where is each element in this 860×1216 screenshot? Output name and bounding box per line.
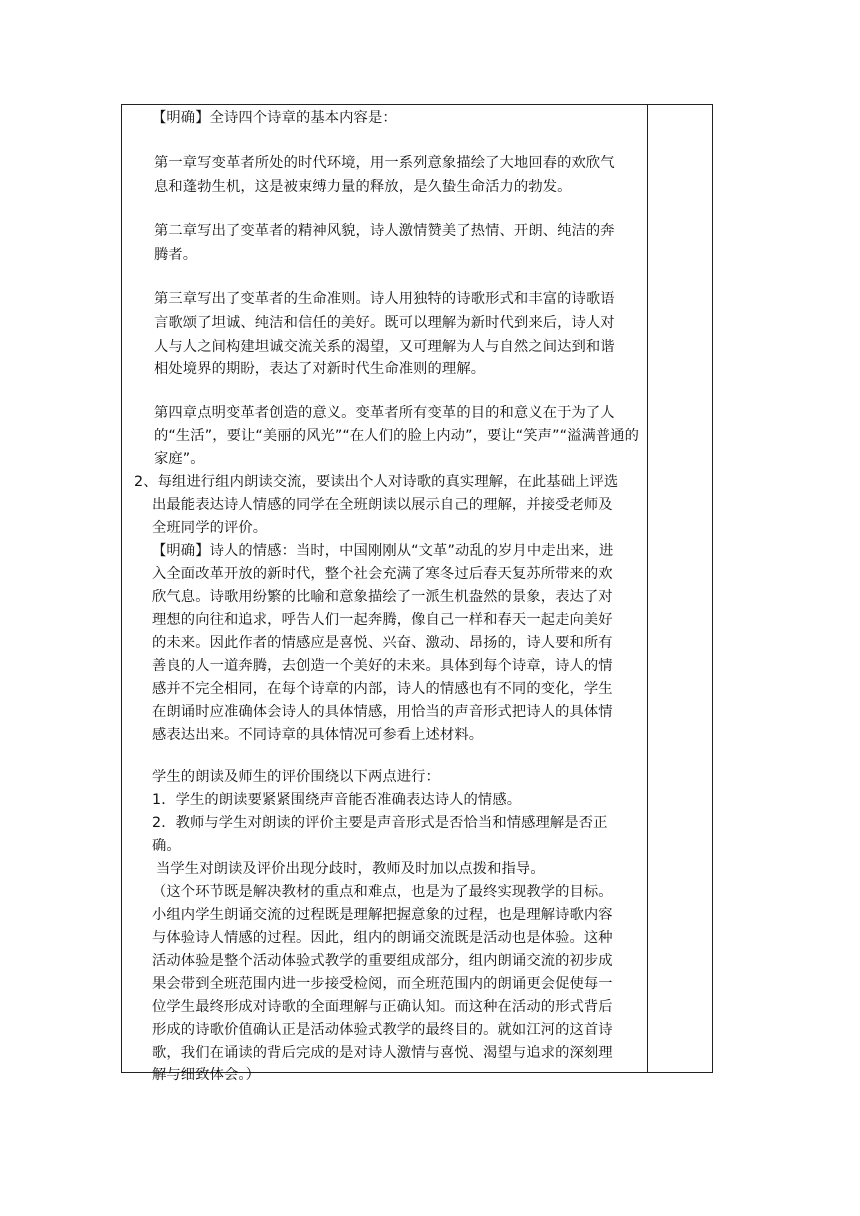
text-line: 在朗诵时应准确体会诗人的具体情感，用恰当的声音形式把诗人的具体情 xyxy=(152,704,613,720)
text-line: 小组内学生朗诵交流的过程既是理解把握意象的过程，也是理解诗歌内容 xyxy=(152,907,613,923)
lesson-table xyxy=(121,104,713,1083)
text-line: 感表达出来。不同诗章的具体情况可参看上述材料。 xyxy=(152,727,484,743)
text-line: 全班同学的评价。 xyxy=(152,520,268,536)
text-line: 第四章点明变革者创造的意义。变革者所有变革的目的和意义在于为了人 xyxy=(154,405,615,421)
text-line: 的未来。因此作者的情感应是喜悦、兴奋、激动、昂扬的，诗人要和所有 xyxy=(152,635,613,651)
text-line: 2．教师与学生对朗读的评价主要是声音形式是否恰当和情感理解是否正 xyxy=(152,815,608,831)
text-line: 歌，我们在诵读的背后完成的是对诗人激情与喜悦、渴望与追求的深刻理 xyxy=(152,1045,613,1061)
text-line: 果会带到全班范围内进一步接受检阅，而全班范围内的朗诵更会促使每一 xyxy=(152,976,613,992)
text-line: 2、每组进行组内朗读交流，要读出个人对诗歌的真实理解，在此基础上评选 xyxy=(134,474,619,490)
text-line: 位学生最终形成对诗歌的全面理解与正确认知。而这种在活动的形式背后 xyxy=(152,999,613,1015)
text-line: 息和蓬勃生机，这是被束缚力量的释放，是久蛰生命活力的勃发。 xyxy=(154,179,572,195)
text-line: 入全面改革开放的新时代，整个社会充满了寒冬过后春天复苏所带来的欢 xyxy=(152,566,613,582)
text-line: 感并不完全相同，在每个诗章的内部，诗人的情感也有不同的变化，学生 xyxy=(152,681,613,697)
column-divider xyxy=(647,105,648,1072)
text-line: 当学生对朗读及评价出现分歧时，教师及时加以点拨和指导。 xyxy=(156,861,545,877)
text-line: 言歌颂了坦诚、纯洁和信任的美好。既可以理解为新时代到来后，诗人对 xyxy=(154,315,615,331)
text-line: 形成的诗歌价值确认正是活动体验式教学的最终目的。就如江河的这首诗 xyxy=(152,1022,613,1038)
text-line: 解与细致体会。） xyxy=(152,1067,261,1083)
text-line: 学生的朗读及师生的评价围绕以下两点进行： xyxy=(152,769,440,785)
text-line: 欣气息。诗歌用纷繁的比喻和意象描绘了一派生机盎然的景象，表达了对 xyxy=(152,589,613,605)
text-line: 善良的人一道奔腾，去创造一个美好的未来。具体到每个诗章，诗人的情 xyxy=(152,658,613,674)
text-line: 【明确】诗人的情感：当时，中国刚刚从“文革”动乱的岁月中走出来，进 xyxy=(152,543,614,559)
text-line: 出最能表达诗人情感的同学在全班朗读以展示自己的理解，并接受老师及 xyxy=(152,497,613,513)
text-line: 家庭”。 xyxy=(154,451,205,467)
text-line: 第二章写出了变革者的精神风貌，诗人激情赞美了热情、开朗、纯洁的奔 xyxy=(154,223,615,239)
text-line: 【明确】全诗四个诗章的基本内容是： xyxy=(152,110,397,126)
text-line: 相处境界的期盼，表达了对新时代生命准则的理解。 xyxy=(154,361,486,377)
text-line: 人与人之间构建坦诚交流关系的渴望，又可理解为人与自然之间达到和谐 xyxy=(154,339,615,355)
text-line: 腾者。 xyxy=(154,247,198,263)
text-line: 确。 xyxy=(152,838,181,854)
text-line: 的“生活”，要让“美丽的风光”“在人们的脸上内动”，要让“笑声”“溢满普通的 xyxy=(154,428,640,444)
text-line: 活动体验是整个活动体验式教学的重要组成部分，组内朗诵交流的初步成 xyxy=(152,953,613,969)
text-line: 第一章写变革者所处的时代环境，用一系列意象描绘了大地回春的欢欣气 xyxy=(154,155,615,171)
text-line: 第三章写出了变革者的生命准则。诗人用独特的诗歌形式和丰富的诗歌语 xyxy=(154,291,615,307)
text-line: 与体验诗人情感的过程。因此，组内的朗诵交流既是活动也是体验。这种 xyxy=(152,930,613,946)
text-line: 1．学生的朗读要紧紧围绕声音能否准确表达诗人的情感。 xyxy=(152,792,522,808)
text-line: 理想的向往和追求，呼告人们一起奔腾，像自己一样和春天一起走向美好 xyxy=(152,612,613,628)
text-line: （这个环节既是解决教材的重点和难点，也是为了最终实现教学的目标。 xyxy=(152,884,613,900)
